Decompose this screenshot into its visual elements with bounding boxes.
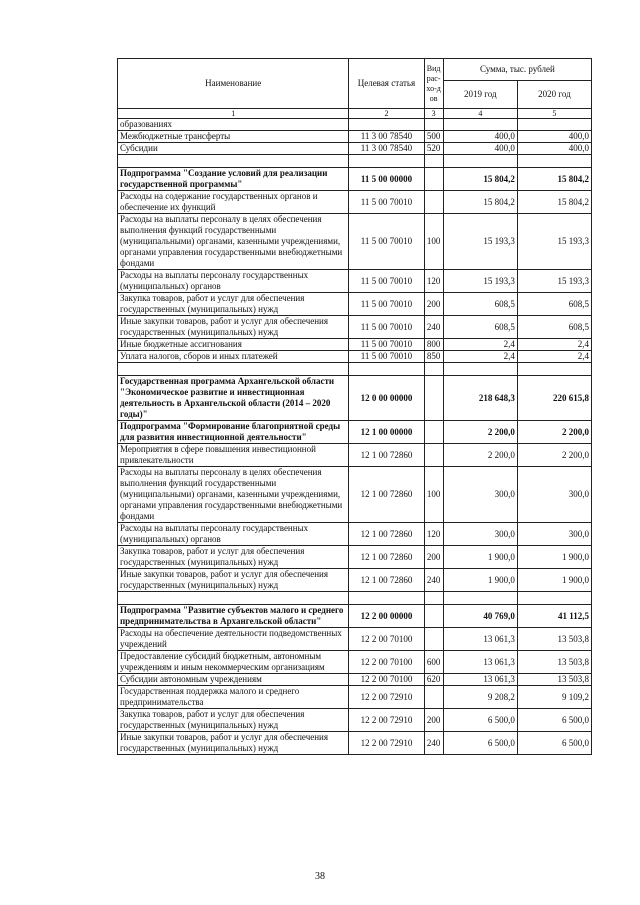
cell-target-code: 11 3 00 78540: [349, 143, 424, 155]
cell-sum-2020: 220 615,8: [517, 376, 591, 421]
cell-expense-type: 120: [424, 270, 443, 293]
table-row: [118, 143, 592, 155]
spacer-cell: [349, 363, 424, 376]
page-number: 38: [315, 871, 325, 882]
spacer-row: [118, 592, 592, 605]
cell-target-code: 11 5 00 00000: [349, 168, 424, 191]
table-row: [118, 651, 592, 674]
header-sum: Сумма, тыс. рублей: [443, 59, 591, 81]
cell-sum-2020: 608,5: [517, 293, 591, 316]
table-row: [118, 569, 592, 592]
cell-sum-2020: 1 900,0: [517, 546, 591, 569]
cell-expense-type: [424, 421, 443, 444]
cell-expense-type: [424, 376, 443, 421]
cell-sum-2019: 608,5: [443, 293, 517, 316]
cell-expense-type: 200: [424, 546, 443, 569]
spacer-cell: [517, 155, 591, 168]
cell-sum-2019: 6 500,0: [443, 732, 517, 755]
cell-expense-type: 240: [424, 569, 443, 592]
cell-name: Иные бюджетные ассигнования: [118, 339, 349, 351]
cell-name: Расходы на выплаты персоналу государственных (муниципальных) органов: [118, 270, 349, 293]
cell-sum-2020: 6 500,0: [517, 709, 591, 732]
cell-sum-2019: 6 500,0: [443, 709, 517, 732]
cell-expense-type: 120: [424, 523, 443, 546]
cell-expense-type: [424, 444, 443, 467]
cell-name: Иные закупки товаров, работ и услуг для обеспечения государственных (муниципальных) нужд: [118, 569, 349, 592]
cell-expense-type: 240: [424, 732, 443, 755]
spacer-cell: [424, 363, 443, 376]
cell-target-code: 12 2 00 70100: [349, 651, 424, 674]
spacer-cell: [349, 592, 424, 605]
table-row: [118, 191, 592, 214]
table-row: [118, 709, 592, 732]
cell-sum-2019: 13 061,3: [443, 651, 517, 674]
cell-sum-2020: 41 112,5: [517, 605, 591, 628]
cell-sum-2020: 2,4: [517, 339, 591, 351]
cell-expense-type: 520: [424, 143, 443, 155]
cell-target-code: 11 5 00 70010: [349, 316, 424, 339]
cell-name: Межбюджетные трансферты: [118, 131, 349, 143]
table-header: [118, 59, 592, 119]
cell-name: Подпрограмма "Создание условий для реализации государственной программы": [118, 168, 349, 191]
cell-sum-2019: 2 200,0: [443, 421, 517, 444]
table-row: [118, 467, 592, 523]
cell-target-code: 11 3 00 78540: [349, 131, 424, 143]
cell-target-code: 12 2 00 00000: [349, 605, 424, 628]
cell-target-code: 12 1 00 00000: [349, 421, 424, 444]
cell-sum-2019: 15 193,3: [443, 270, 517, 293]
cell-sum-2020: 300,0: [517, 467, 591, 523]
cell-target-code: 11 5 00 70010: [349, 351, 424, 363]
cell-sum-2019: [443, 119, 517, 131]
table-row: [118, 214, 592, 270]
cell-sum-2020: 608,5: [517, 316, 591, 339]
cell-target-code: 12 1 00 72860: [349, 444, 424, 467]
budget-table-page: [117, 58, 592, 755]
header-vid: [424, 59, 443, 109]
cell-expense-type: [424, 605, 443, 628]
spacer-cell: [424, 592, 443, 605]
cell-sum-2019: 13 061,3: [443, 628, 517, 651]
header-index-row: [118, 109, 592, 119]
table-row: [118, 628, 592, 651]
cell-sum-2020: 1 900,0: [517, 569, 591, 592]
cell-name: Уплата налогов, сборов и иных платежей: [118, 351, 349, 363]
header-code: Целевая статья: [349, 59, 424, 109]
cell-target-code: [349, 119, 424, 131]
cell-name: Субсидии автономным учреждениям: [118, 674, 349, 686]
cell-sum-2019: 13 061,3: [443, 674, 517, 686]
spacer-cell: [118, 592, 349, 605]
spacer-row: [118, 155, 592, 168]
cell-sum-2020: 13 503,8: [517, 651, 591, 674]
table-section-row: [118, 605, 592, 628]
cell-target-code: 12 2 00 70100: [349, 628, 424, 651]
cell-expense-type: [424, 628, 443, 651]
table-row: [118, 444, 592, 467]
cell-name: Подпрограмма "Развитие субъектов малого и среднего предпринимательства в Архангельской области": [118, 605, 349, 628]
index-cell: 2: [349, 109, 424, 119]
spacer-cell: [349, 155, 424, 168]
table-row: [118, 270, 592, 293]
cell-target-code: 12 1 00 72860: [349, 546, 424, 569]
header-vid-label: Вид рас-хо-дов: [426, 63, 441, 103]
cell-name: Иные закупки товаров, работ и услуг для обеспечения государственных (муниципальных) нужд: [118, 732, 349, 755]
cell-name: Иные закупки товаров, работ и услуг для обеспечения государственных (муниципальных) нужд: [118, 316, 349, 339]
cell-expense-type: 500: [424, 131, 443, 143]
cell-expense-type: 240: [424, 316, 443, 339]
cell-target-code: 11 5 00 70010: [349, 293, 424, 316]
cell-sum-2020: 15 193,3: [517, 270, 591, 293]
cell-target-code: 12 2 00 72910: [349, 709, 424, 732]
header-name: Наименование: [118, 59, 349, 109]
cell-name: Подпрограмма "Формирование благоприятной среды для развития инвестиционной деятельности": [118, 421, 349, 444]
cell-name: Предоставление субсидий бюджетным, автономным учреждениям и иным некоммерческим организациям: [118, 651, 349, 674]
cell-name: Расходы на выплаты персоналу в целях обеспечения выполнения функций государственными (муниципальными) органами, казенными учреждениями, органами управления государственными внебюджетными фондами: [118, 467, 349, 523]
cell-target-code: 11 5 00 70010: [349, 214, 424, 270]
table-row: [118, 131, 592, 143]
table-row: [118, 293, 592, 316]
table-row: [118, 546, 592, 569]
cell-sum-2020: 13 503,8: [517, 674, 591, 686]
cell-target-code: 12 2 00 70100: [349, 674, 424, 686]
cell-expense-type: 100: [424, 214, 443, 270]
table-section-row: [118, 421, 592, 444]
cell-sum-2019: 1 900,0: [443, 569, 517, 592]
cell-sum-2019: 2,4: [443, 351, 517, 363]
cell-expense-type: 850: [424, 351, 443, 363]
cell-expense-type: 200: [424, 293, 443, 316]
cell-sum-2019: 608,5: [443, 316, 517, 339]
cell-sum-2020: 2 200,0: [517, 444, 591, 467]
table-body: [118, 119, 592, 755]
cell-sum-2020: [517, 119, 591, 131]
cell-expense-type: 600: [424, 651, 443, 674]
cell-sum-2019: 1 900,0: [443, 546, 517, 569]
spacer-cell: [118, 363, 349, 376]
cell-name: Закупка товаров, работ и услуг для обеспечения государственных (муниципальных) нужд: [118, 546, 349, 569]
cell-expense-type: [424, 119, 443, 131]
table-row: [118, 732, 592, 755]
cell-sum-2020: 9 109,2: [517, 686, 591, 709]
cell-name: Закупка товаров, работ и услуг для обеспечения государственных (муниципальных) нужд: [118, 709, 349, 732]
cell-name: Государственная поддержка малого и среднего предпринимательства: [118, 686, 349, 709]
cell-name: Государственная программа Архангельской области "Экономическое развитие и инвестиционная деятельность в Архангельской области (2014 – 2020 годы)": [118, 376, 349, 421]
header-year-2020: 2020 год: [517, 81, 591, 109]
spacer-row: [118, 363, 592, 376]
cell-target-code: 12 1 00 72860: [349, 569, 424, 592]
spacer-cell: [443, 363, 517, 376]
cell-target-code: 12 1 00 72860: [349, 523, 424, 546]
cell-name: Расходы на обеспечение деятельности подведомственных учреждений: [118, 628, 349, 651]
table-row: [118, 119, 592, 131]
cell-expense-type: [424, 168, 443, 191]
cell-sum-2020: 400,0: [517, 143, 591, 155]
cell-sum-2019: 15 804,2: [443, 191, 517, 214]
table-row: [118, 316, 592, 339]
cell-target-code: 11 5 00 70010: [349, 339, 424, 351]
table-row: [118, 523, 592, 546]
cell-name: Расходы на содержание государственных органов и обеспечение их функций: [118, 191, 349, 214]
cell-name: Субсидии: [118, 143, 349, 155]
cell-sum-2020: 2,4: [517, 351, 591, 363]
cell-target-code: 11 5 00 70010: [349, 191, 424, 214]
cell-sum-2020: 2 200,0: [517, 421, 591, 444]
cell-expense-type: 100: [424, 467, 443, 523]
header-year-2019: 2019 год: [443, 81, 517, 109]
cell-sum-2020: 300,0: [517, 523, 591, 546]
spacer-cell: [424, 155, 443, 168]
cell-sum-2019: 300,0: [443, 467, 517, 523]
cell-sum-2019: 15 193,3: [443, 214, 517, 270]
index-cell: 3: [424, 109, 443, 119]
table-row: [118, 351, 592, 363]
cell-expense-type: 200: [424, 709, 443, 732]
cell-name: Расходы на выплаты персоналу в целях обеспечения выполнения функций государственными (муниципальными) органами, казенными учреждениями, органами управления государственными внебюджетными фондами: [118, 214, 349, 270]
cell-sum-2020: 15 804,2: [517, 191, 591, 214]
index-cell: 4: [443, 109, 517, 119]
cell-sum-2019: 400,0: [443, 131, 517, 143]
spacer-cell: [443, 155, 517, 168]
cell-sum-2019: 2,4: [443, 339, 517, 351]
index-cell: 5: [517, 109, 591, 119]
cell-name: Расходы на выплаты персоналу государственных (муниципальных) органов: [118, 523, 349, 546]
cell-expense-type: [424, 686, 443, 709]
cell-target-code: 11 5 00 70010: [349, 270, 424, 293]
cell-sum-2020: 13 503,8: [517, 628, 591, 651]
cell-sum-2019: 15 804,2: [443, 168, 517, 191]
cell-target-code: 12 2 00 72910: [349, 732, 424, 755]
table-section-row: [118, 376, 592, 421]
cell-target-code: 12 0 00 00000: [349, 376, 424, 421]
cell-sum-2020: 15 804,2: [517, 168, 591, 191]
cell-target-code: 12 1 00 72860: [349, 467, 424, 523]
cell-sum-2019: 9 208,2: [443, 686, 517, 709]
table-section-row: [118, 168, 592, 191]
cell-expense-type: 620: [424, 674, 443, 686]
table-row: [118, 674, 592, 686]
spacer-cell: [517, 592, 591, 605]
spacer-cell: [517, 363, 591, 376]
cell-sum-2019: 400,0: [443, 143, 517, 155]
cell-name: Мероприятия в сфере повышения инвестиционной привлекательности: [118, 444, 349, 467]
cell-sum-2020: 400,0: [517, 131, 591, 143]
cell-sum-2020: 15 193,3: [517, 214, 591, 270]
cell-sum-2019: 2 200,0: [443, 444, 517, 467]
budget-table: [117, 58, 592, 755]
cell-expense-type: [424, 191, 443, 214]
cell-name: Закупка товаров, работ и услуг для обеспечения государственных (муниципальных) нужд: [118, 293, 349, 316]
cell-sum-2019: 300,0: [443, 523, 517, 546]
cell-name: образованиях: [118, 119, 349, 131]
table-row: [118, 686, 592, 709]
cell-target-code: 12 2 00 72910: [349, 686, 424, 709]
cell-sum-2019: 218 648,3: [443, 376, 517, 421]
index-cell: 1: [118, 109, 349, 119]
table-row: [118, 339, 592, 351]
cell-sum-2019: 40 769,0: [443, 605, 517, 628]
cell-sum-2020: 6 500,0: [517, 732, 591, 755]
spacer-cell: [118, 155, 349, 168]
cell-expense-type: 800: [424, 339, 443, 351]
spacer-cell: [443, 592, 517, 605]
